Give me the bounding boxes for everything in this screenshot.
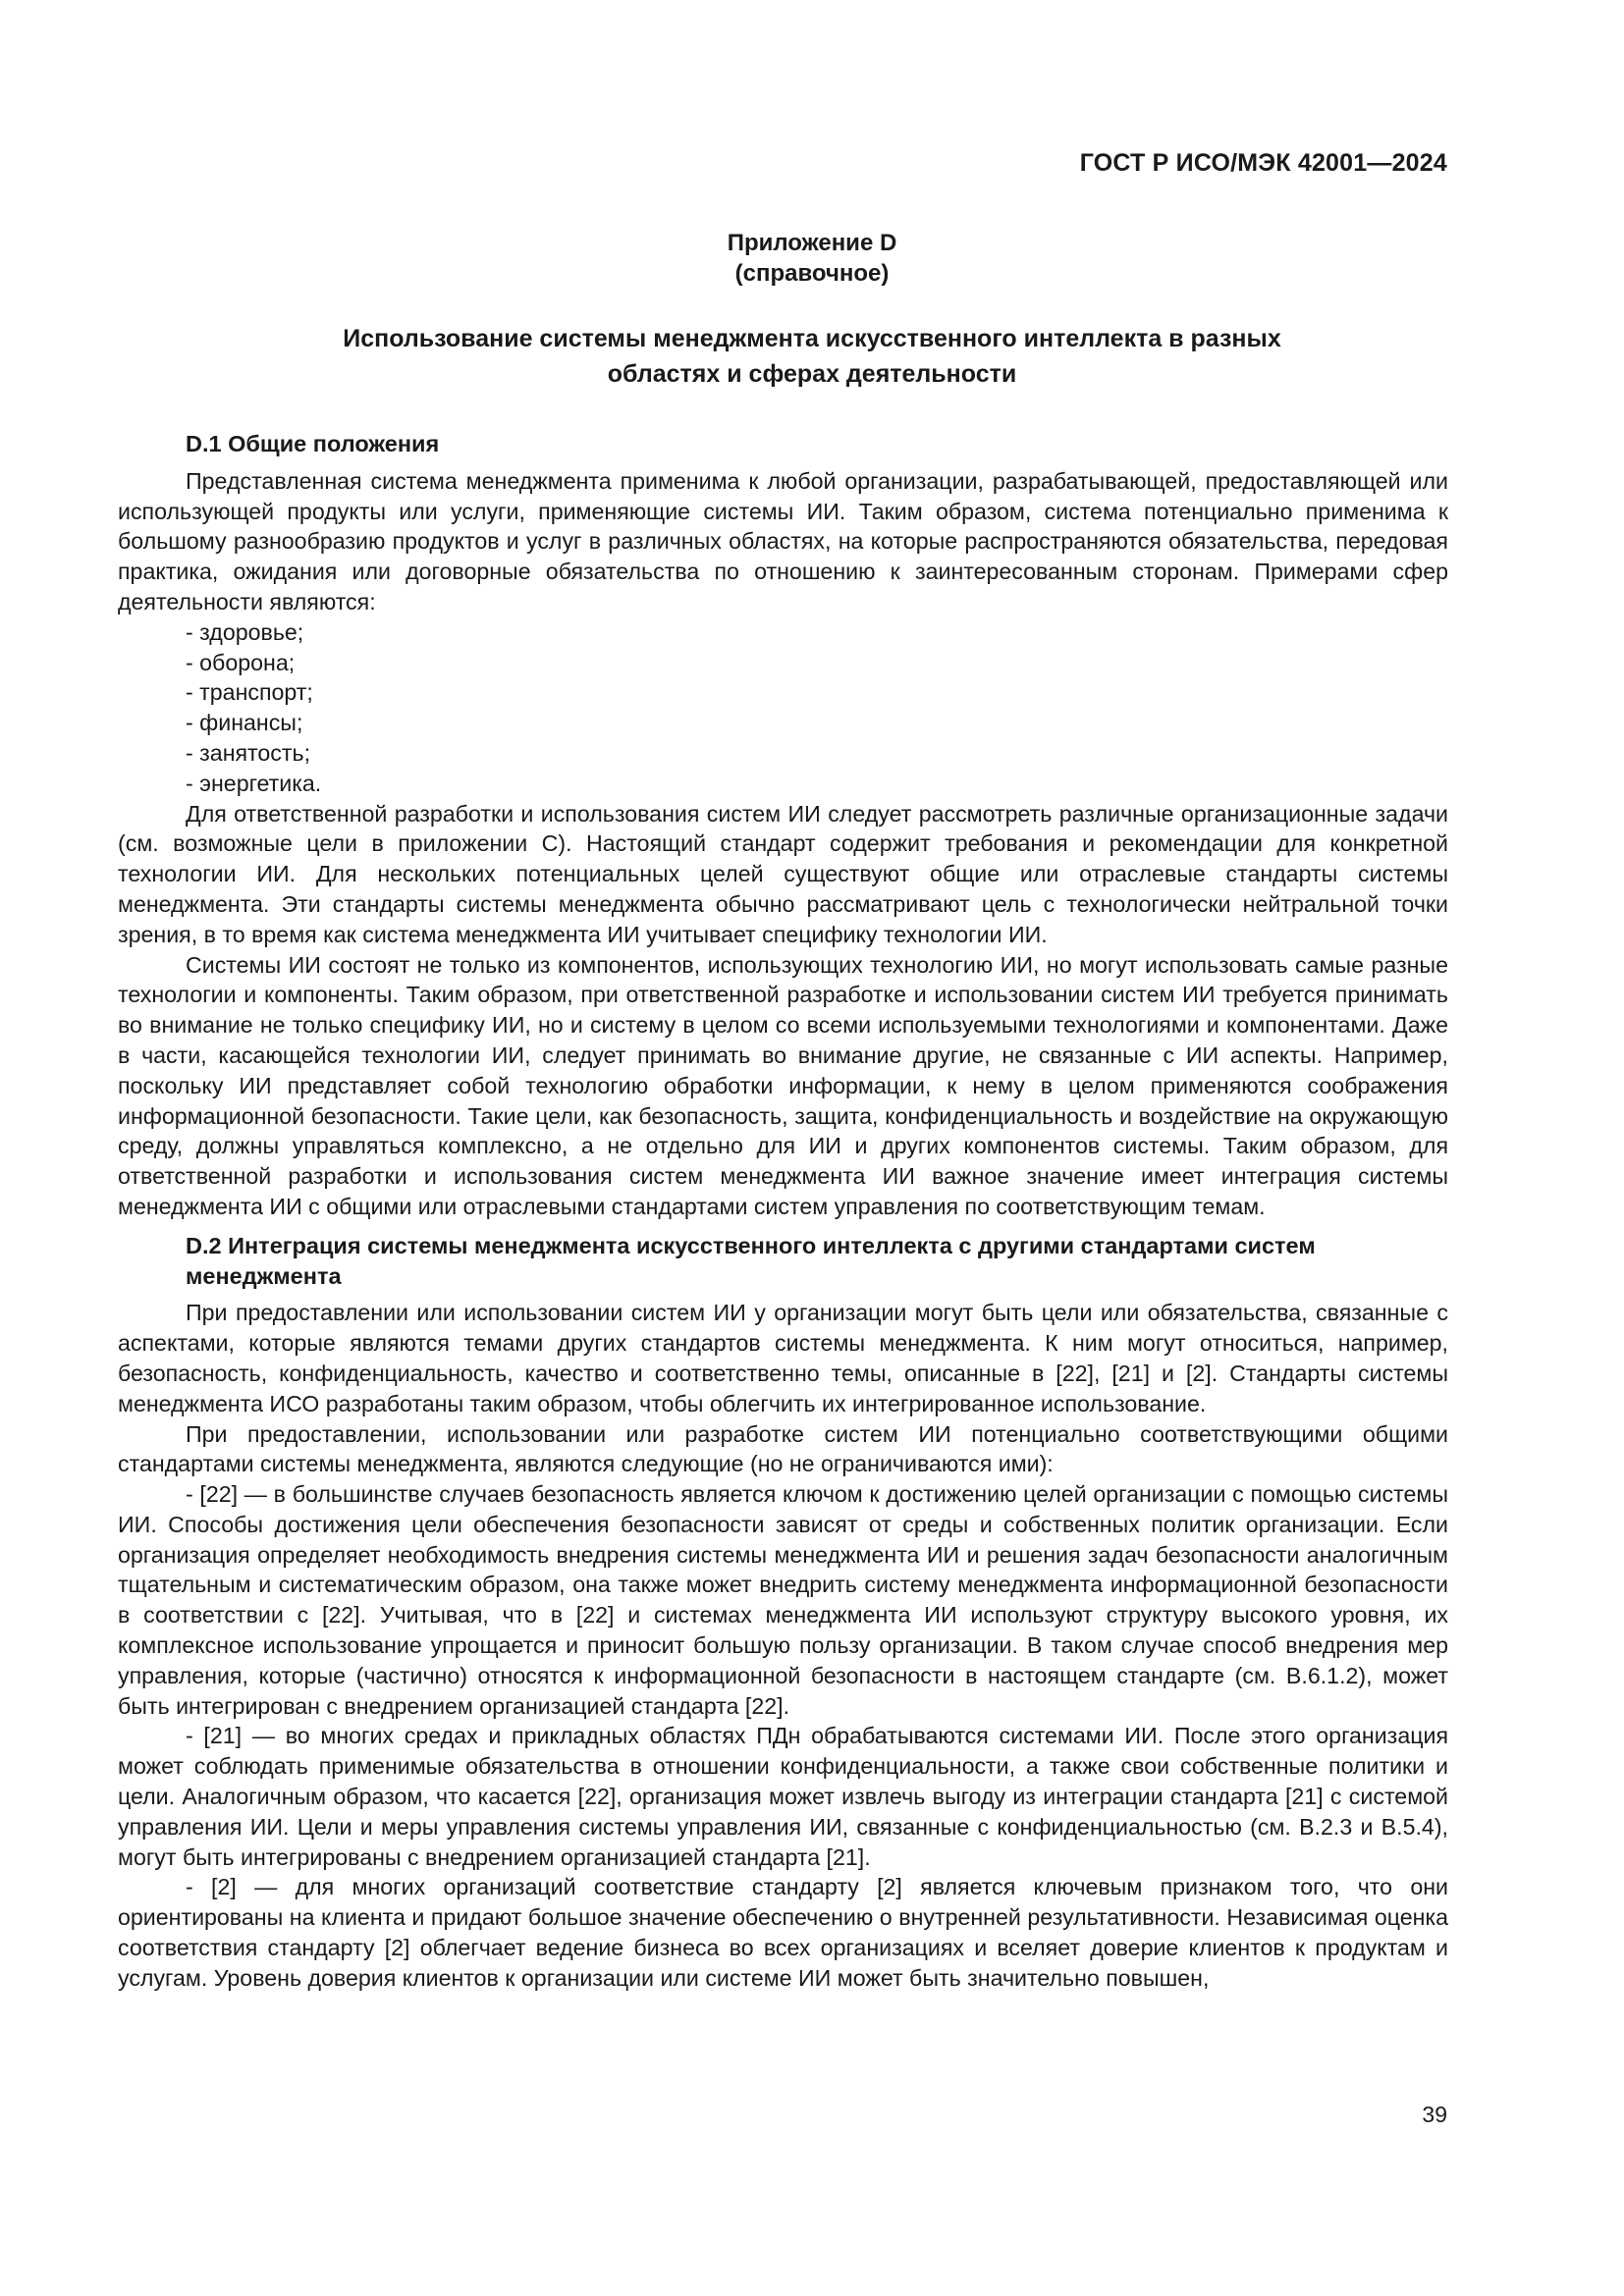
list-item: - финансы;	[186, 710, 303, 736]
paragraph: Представленная система менеджмента применима к любой организации, разрабатывающей, предоставляющей или использующей продукты или услуги, применяющие системы ИИ. Таким образом, система потенциально применима к большому разнообразию продуктов и услуг в различных областях, на которые распространяются обязательства, передовая практика, ожидания или договорные обязательства по отношению к заинтересованным сторонам. Примерами сфер деятельности являются:	[118, 467, 1448, 614]
paragraph: При предоставлении или использовании систем ИИ у организации могут быть цели или обязательства, связанные с аспектами, которые являются темами других стандартов системы менеджмента. К ним могут относиться, например, безопасность, конфиденциальность, качество и соответственно темы, описанные в [22], [21] и [2]. Стандарты системы менеджмента ИСО разработаны таким образом, чтобы облегчить их интегрированное использование.	[118, 1300, 1448, 1416]
section-heading-d2-line-2: менеджмента	[186, 1262, 342, 1289]
list-item: - оборона;	[186, 649, 296, 675]
appendix-type: (справочное)	[734, 260, 890, 287]
paragraph: Системы ИИ состоят не только из компонентов, использующих технологию ИИ, но могут использовать самые разные технологии и компоненты. Таким образом, при ответственной разработке и использовании систем ИИ требуется принимать во внимание не только специфику ИИ, но и систему в целом со всеми используемыми технологиями и компонентами. Даже в части, касающейся технологии ИИ, следует принимать во внимание другие, не связанные с ИИ аспекты. Например, поскольку ИИ представляет собой технологию обработки информации, к нему в целом применяются соображения информационной безопасности. Такие цели, как безопасность, защита, конфиденциальность и воздействие на окружающую среду, должны управляться комплексно, а не отдельно для ИИ и других компонентов системы. Таким образом, для ответственной разработки и использования систем менеджмента ИИ важное значение имеет интеграция системы менеджмента ИИ с общими или отраслевыми стандартами систем управления по соответствующим темам.	[118, 951, 1448, 1219]
paragraph: Для ответственной разработки и использования систем ИИ следует рассмотреть различные организационные задачи (см. возможные цели в приложении С). Настоящий стандарт содержит требования и рекомендации для конкретной технологии ИИ. Для нескольких потенциальных целей существуют общие или отраслевые стандарты системы менеджмента. Эти стандарты системы менеджмента обычно рассматривают цель с технологически нейтральной точки зрения, в то время как система менеджмента ИИ учитывает специфику технологии ИИ.	[118, 800, 1448, 947]
page-title-line-1: Использование системы менеджмента искусственного интеллекта в разных	[343, 325, 1281, 352]
page-title	[0, 321, 1624, 392]
list-item: - транспорт;	[186, 679, 313, 706]
page-number: 39	[1422, 2102, 1447, 2127]
page-title-line-2: областях и сферах деятельности	[607, 360, 1017, 388]
sphere-list	[118, 617, 1448, 799]
document-body	[118, 429, 1448, 1994]
section-heading-d2-line-1: D.2 Интеграция системы менеджмента искусственного интеллекта с другими стандартами систем	[186, 1232, 1316, 1258]
standard-list-item: - [22] — в большинстве случаев безопасность является ключом к достижению целей организации с помощью системы ИИ. Способы достижения цели обеспечения безопасности зависят от среды и собственных политик организации. Если организация определяет необходимость внедрения системы менеджмента ИИ и решения задач безопасности аналогичным тщательным и систематическим образом, она также может внедрить систему менеджмента информационной безопасности в соответствии с [22]. Учитывая, что в [22] и системах менеджмента ИИ используют структуру высокого уровня, их комплексное использование упрощается и приносит большую пользу организации. В таком случае способ внедрения мер управления, которые (частично) относятся к информационной безопасности в настоящем стандарте (см. В.6.1.2), может быть интегрирован с внедрением организацией стандарта [22].	[118, 1481, 1448, 1719]
appendix-heading	[0, 228, 1624, 289]
list-item: - энергетика.	[186, 770, 322, 796]
section-heading-d2	[118, 1231, 1448, 1292]
list-item: - занятость;	[186, 739, 311, 766]
paragraph: При предоставлении, использовании или разработке систем ИИ потенциально соответствующими общими стандартами системы менеджмента, являются следующие (но не ограничиваются ими):	[118, 1420, 1448, 1477]
standard-list-item: - [21] — во многих средах и прикладных областях ПДн обрабатываются системами ИИ. После этого организация может соблюдать применимые обязательства в отношении конфиденциальности, а также свои собственные политики и цели. Аналогичным образом, что касается [22], организация может извлечь выгоду из интеграции стандарта [21] с системой управления ИИ. Цели и меры управления системы управления ИИ, связанные с конфиденциальностью (см. В.2.3 и В.5.4), могут быть интегрированы с внедрением организацией стандарта [21].	[118, 1723, 1448, 1870]
list-item: - здоровье;	[186, 618, 304, 645]
document-standard-header: ГОСТ Р ИСО/МЭК 42001—2024	[1079, 149, 1447, 177]
standard-list-item: - [2] — для многих организаций соответствие стандарту [2] является ключевым признаком того, что они ориентированы на клиента и придают большое значение обеспечению о внутренней результативности. Независимая оценка соответствия стандарту [2] облегчает ведение бизнеса во всех организациях и вселяет доверие клиентов к продуктам и услугам. Уровень доверия клиентов к организации или системе ИИ может быть значительно повышен,	[118, 1874, 1448, 1991]
section-heading-d1: D.1 Общие положения	[186, 431, 440, 456]
appendix-label: Приложение D	[727, 230, 897, 256]
